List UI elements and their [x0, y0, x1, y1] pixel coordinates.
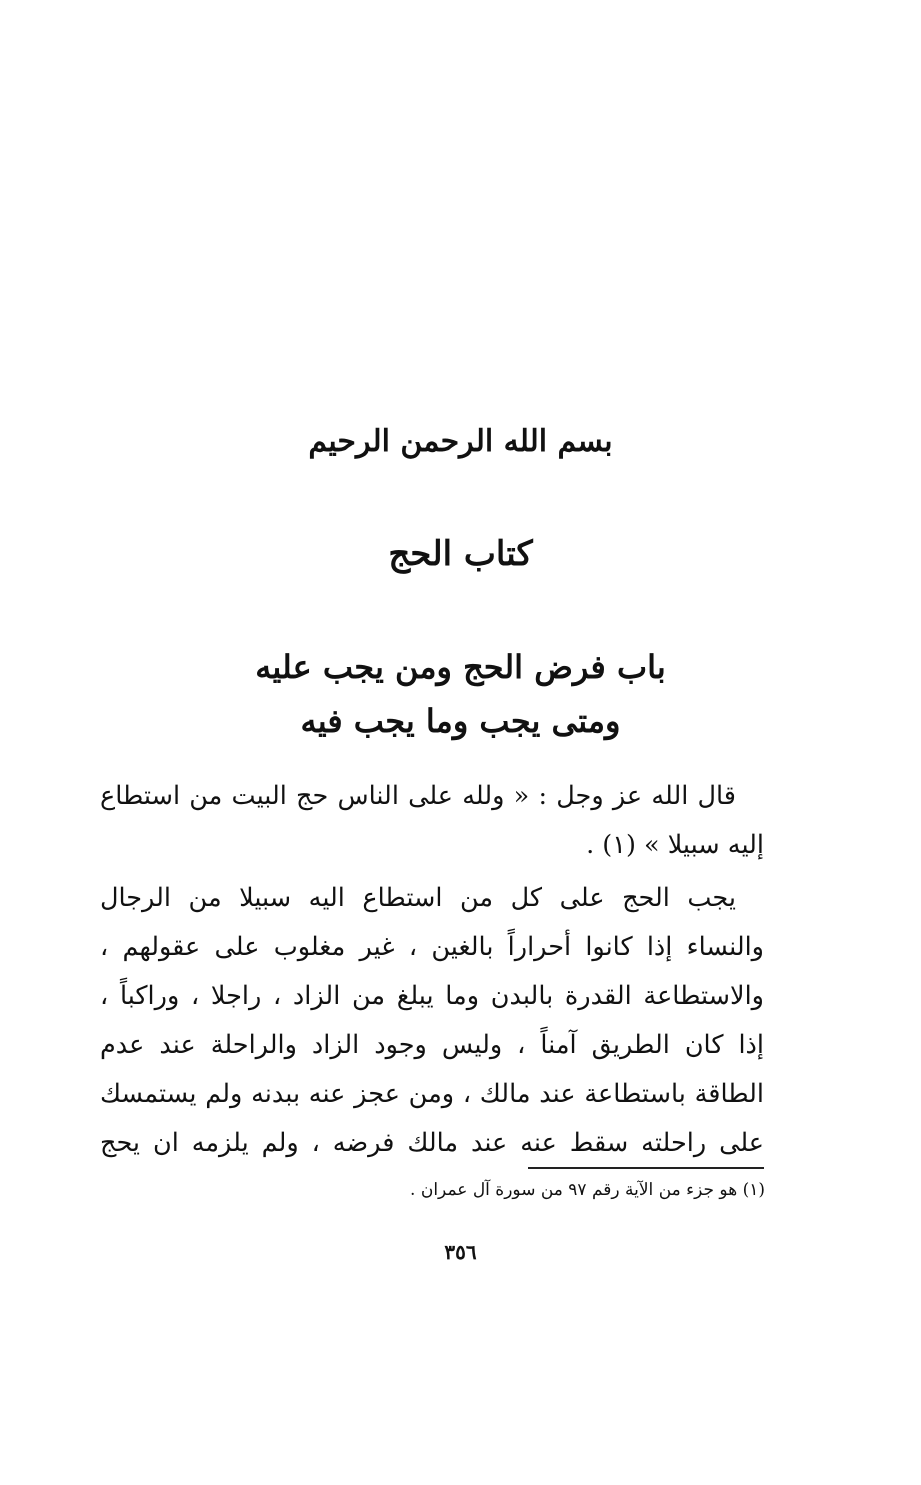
chapter-title-line-2: ومتى يجب وما يجب فيه [300, 702, 621, 740]
book-title: كتاب الحج [388, 534, 533, 574]
basmala-heading: بسم الله الرحمن الرحيم [308, 424, 613, 459]
body-line-5: الطاقة باستطاعة عند مالك ، ومن عجز عنه ببدنه ولم يستمسك [100, 1079, 764, 1109]
chapter-title-line-1: باب فرض الحج ومن يجب عليه [255, 648, 666, 686]
body-line-6: على راحلته سقط عنه عند مالك فرضه ، ولم يلزمه ان يحج [100, 1128, 764, 1158]
body-line-4: إذا كان الطريق آمناً ، وليس وجود الزاد والراحلة عند عدم [100, 1030, 764, 1060]
footnote: (١) هو جزء من الآية رقم ٩٧ من سورة آل عمران . [410, 1180, 765, 1200]
page-number: ٣٥٦ [444, 1240, 477, 1264]
quran-quote-line-1: قال الله عز وجل : « ولله على الناس حج البيت من استطاع [100, 781, 736, 811]
body-paragraph [100, 874, 764, 1168]
body-line-3: والاستطاعة القدرة بالبدن وما يبلغ من الزاد ، راجلا ، وراكباً ، [100, 981, 764, 1011]
body-line-2: والنساء إذا كانوا أحراراً بالغين ، غير مغلوب على عقولهم ، [100, 932, 764, 962]
footnote-divider [528, 1167, 764, 1169]
quran-quote-paragraph [100, 772, 764, 870]
body-line-1: يجب الحج على كل من استطاع اليه سبيلا من الرجال [100, 883, 736, 913]
quran-quote-line-2: إليه سبيلا » (١) . [586, 830, 764, 860]
